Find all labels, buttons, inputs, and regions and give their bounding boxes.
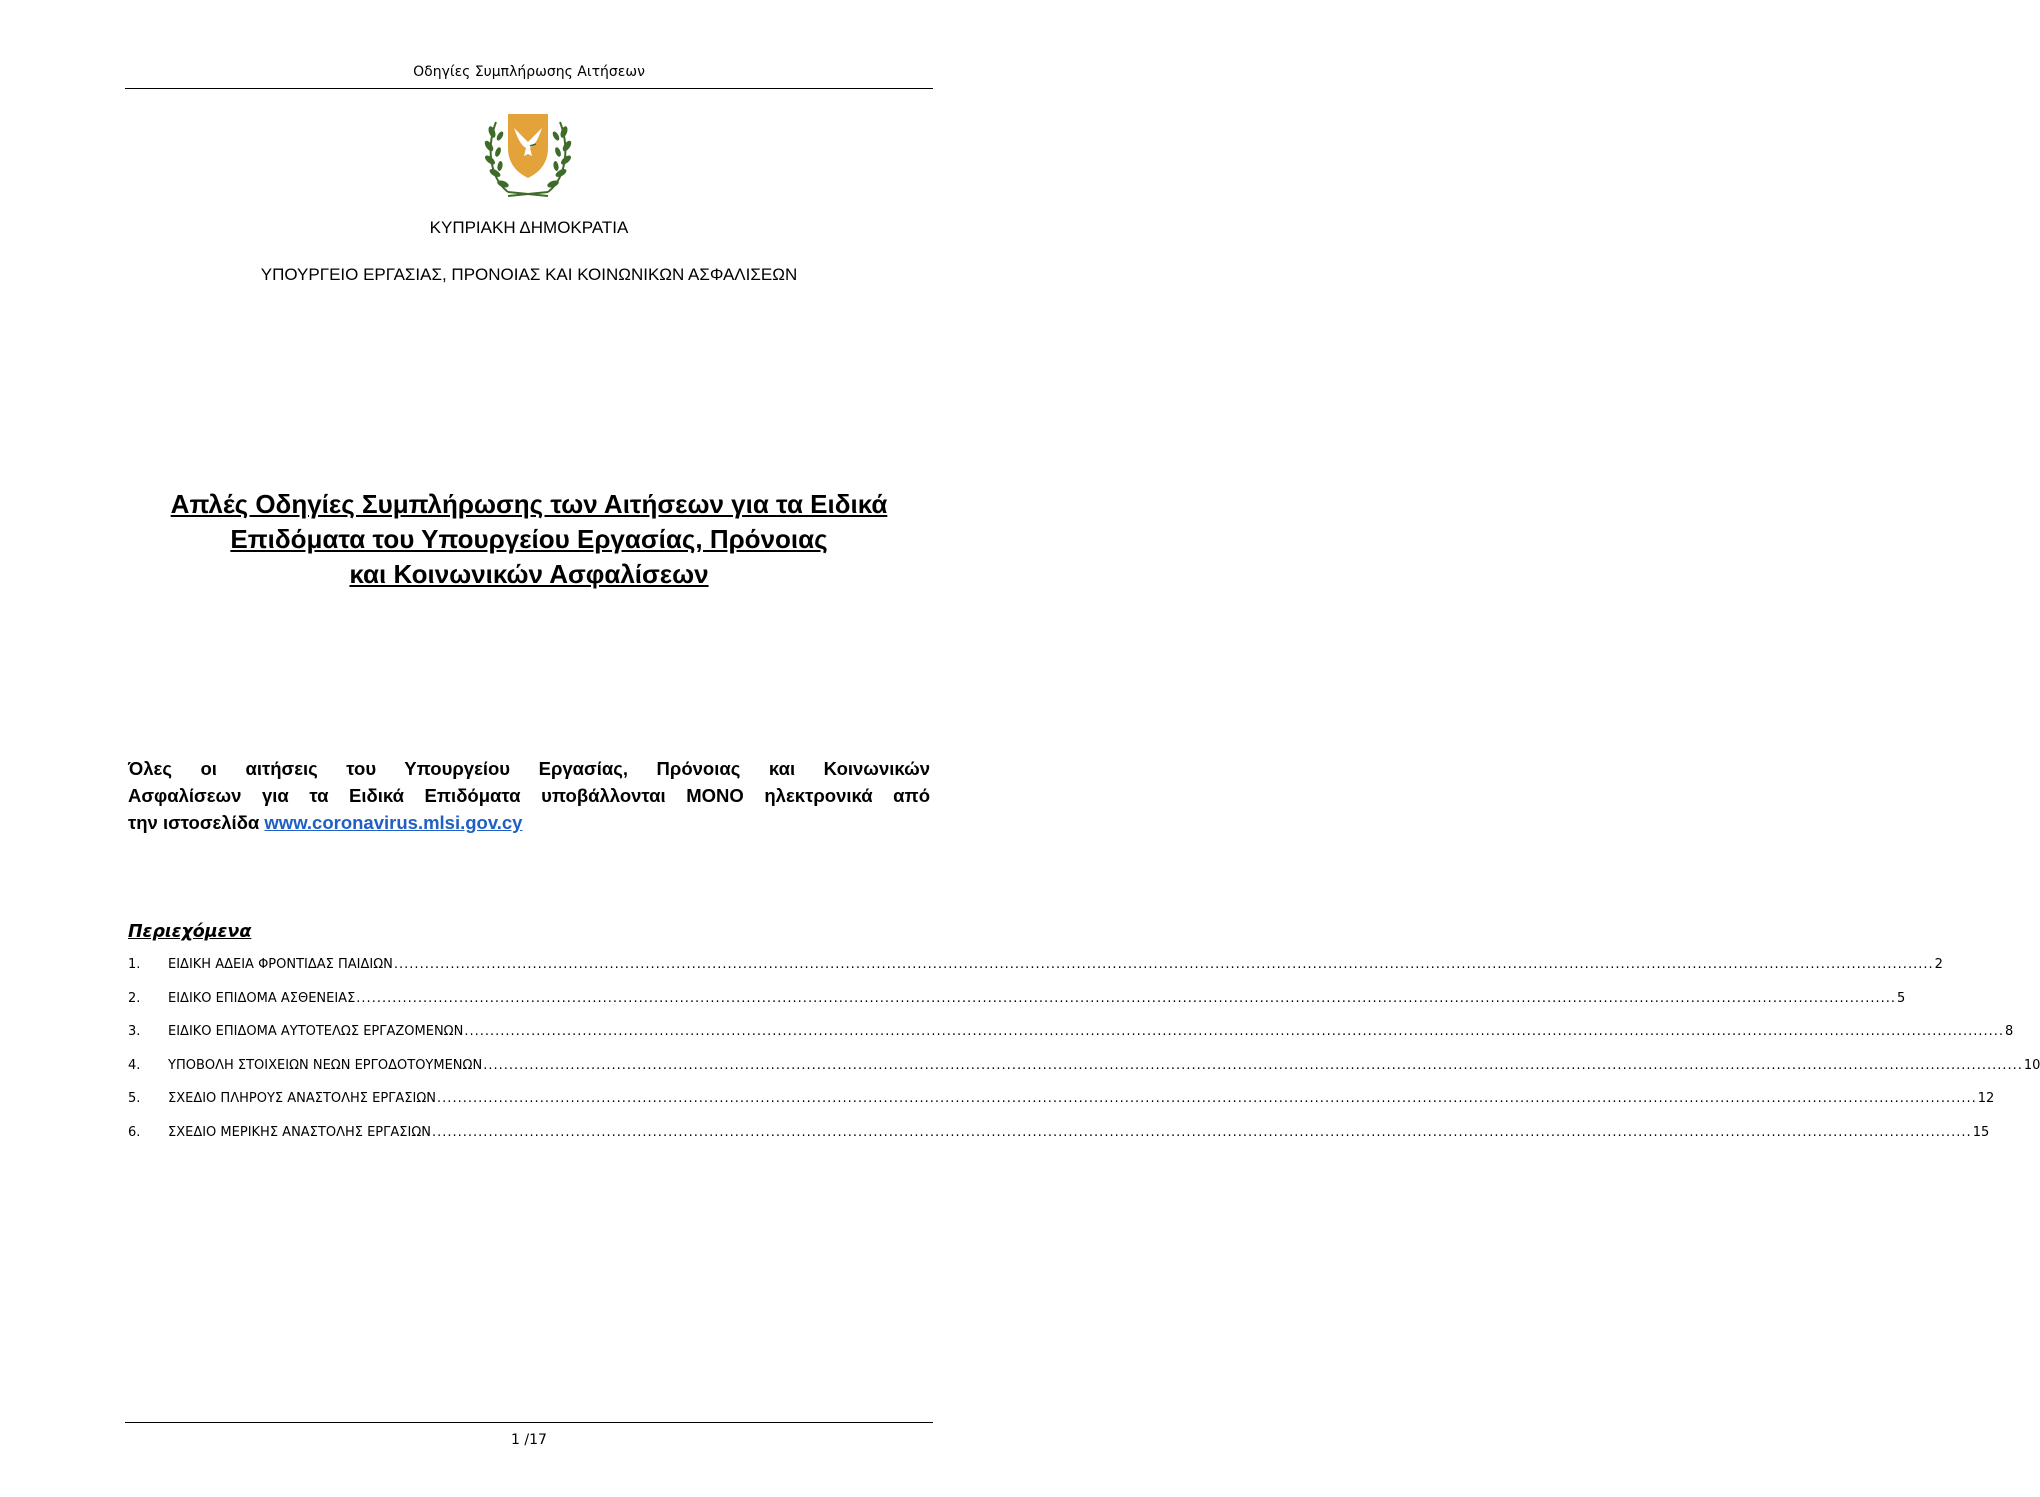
government-name: ΚΥΠΡΙΑΚΗ ΔΗΜΟΚΡΑΤΙΑ	[429, 218, 629, 237]
table-of-contents	[128, 957, 2040, 1159]
intro-link-prefix: την ιστοσελίδα	[128, 812, 260, 833]
toc-dot-leader: ............................................................................................................................................................................................................................................................................................................	[393, 957, 1934, 972]
running-header-title: Οδηγίες Συμπλήρωσης Αιτήσεων	[413, 64, 645, 80]
toc-entry[interactable]	[128, 1024, 2014, 1058]
toc-entry-page: 15	[1972, 1124, 1990, 1140]
toc-entry-number: 2.	[128, 990, 141, 1006]
document-title-line: Απλές Οδηγίες Συμπλήρωσης των Αιτήσεων για τα Ειδικά	[170, 489, 888, 519]
toc-entry-number: 5.	[128, 1091, 141, 1107]
toc-entry-label: ΣΧΕΔΙΟ ΜΕΡΙΚΗΣ ΑΝΑΣΤΟΛΗΣ ΕΡΓΑΣΙΩΝ	[168, 1124, 431, 1140]
toc-entry-number: 1.	[128, 957, 141, 972]
intro-line: Όλες οι αιτήσεις του Υπουργείου Εργασίας, Πρόνοιας και Κοινωνικών	[128, 758, 930, 779]
intro-line	[128, 809, 930, 836]
ministry-name: ΥΠΟΥΡΓΕΙΟ ΕΡΓΑΣΙΑΣ, ΠΡΟΝΟΙΑΣ ΚΑΙ ΚΟΙΝΩΝΙΚΩΝ ΑΣΦΑΛΙΣΕΩΝ	[260, 265, 798, 284]
cyprus-coat-of-arms-icon	[478, 108, 578, 200]
intro-paragraph	[128, 755, 930, 836]
intro-line: Ασφαλίσεων για τα Ειδικά Επιδόματα υποβάλλονται ΜΟΝΟ ηλεκτρονικά από	[128, 785, 930, 806]
toc-dot-leader: ............................................................................................................................................................................................................................................................................................................	[356, 990, 1896, 1006]
document-title-line: και Κοινωνικών Ασφαλίσεων	[349, 559, 709, 589]
toc-entry-page: 12	[1977, 1091, 1995, 1107]
toc-entry-page: 5	[1897, 990, 1906, 1006]
toc-entry-label: ΣΧΕΔΙΟ ΠΛΗΡΟΥΣ ΑΝΑΣΤΟΛΗΣ ΕΡΓΑΣΙΩΝ	[168, 1091, 437, 1107]
toc-entry-label: ΕΙΔΙΚΗ ΑΔΕΙΑ ΦΡΟΝΤΙΔΑΣ ΠΑΙΔΙΩΝ	[168, 957, 393, 972]
toc-entry-label: ΥΠΟΒΟΛΗ ΣΤΟΙΧΕΙΩΝ ΝΕΩΝ ΕΡΓΟΔΟΤΟΥΜΕΝΩΝ	[168, 1057, 483, 1073]
toc-entry[interactable]	[128, 1091, 1995, 1125]
document-title	[80, 487, 978, 592]
toc-entry-page: 10	[2023, 1057, 2040, 1073]
toc-entry[interactable]	[128, 1124, 1990, 1159]
toc-entry-number: 6.	[128, 1124, 141, 1140]
toc-entry-number: 4.	[128, 1057, 141, 1073]
page-number: 1 /17	[511, 1432, 547, 1448]
toc-heading: Περιεχόμενα	[128, 922, 252, 942]
footer-divider	[125, 1422, 933, 1423]
document-title-line: Επιδόματα του Υπουργείου Εργασίας, Πρόνοιας	[230, 524, 828, 554]
website-link[interactable]: www.coronavirus.mlsi.gov.cy	[264, 812, 523, 833]
toc-entry-page: 8	[2005, 1024, 2014, 1040]
toc-entry-label: ΕΙΔΙΚΟ ΕΠΙΔΟΜΑ ΑΥΤΟΤΕΛΩΣ ΕΡΓΑΖΟΜΕΝΩΝ	[168, 1024, 464, 1040]
toc-entry-number: 3.	[128, 1024, 141, 1040]
header-divider	[125, 88, 933, 89]
toc-entry[interactable]	[128, 990, 1906, 1025]
toc-entry-page: 2	[1934, 957, 1943, 972]
toc-dot-leader: ............................................................................................................................................................................................................................................................................................................	[431, 1124, 1972, 1140]
toc-entry-label: ΕΙΔΙΚΟ ΕΠΙΔΟΜΑ ΑΣΘΕΝΕΙΑΣ	[168, 990, 356, 1006]
toc-entry[interactable]	[128, 1057, 2040, 1092]
toc-dot-leader: ............................................................................................................................................................................................................................................................................................................	[483, 1057, 2023, 1073]
toc-dot-leader: ............................................................................................................................................................................................................................................................................................................	[464, 1024, 2005, 1040]
toc-entry[interactable]	[128, 957, 1943, 991]
toc-dot-leader: ............................................................................................................................................................................................................................................................................................................	[437, 1091, 1977, 1107]
